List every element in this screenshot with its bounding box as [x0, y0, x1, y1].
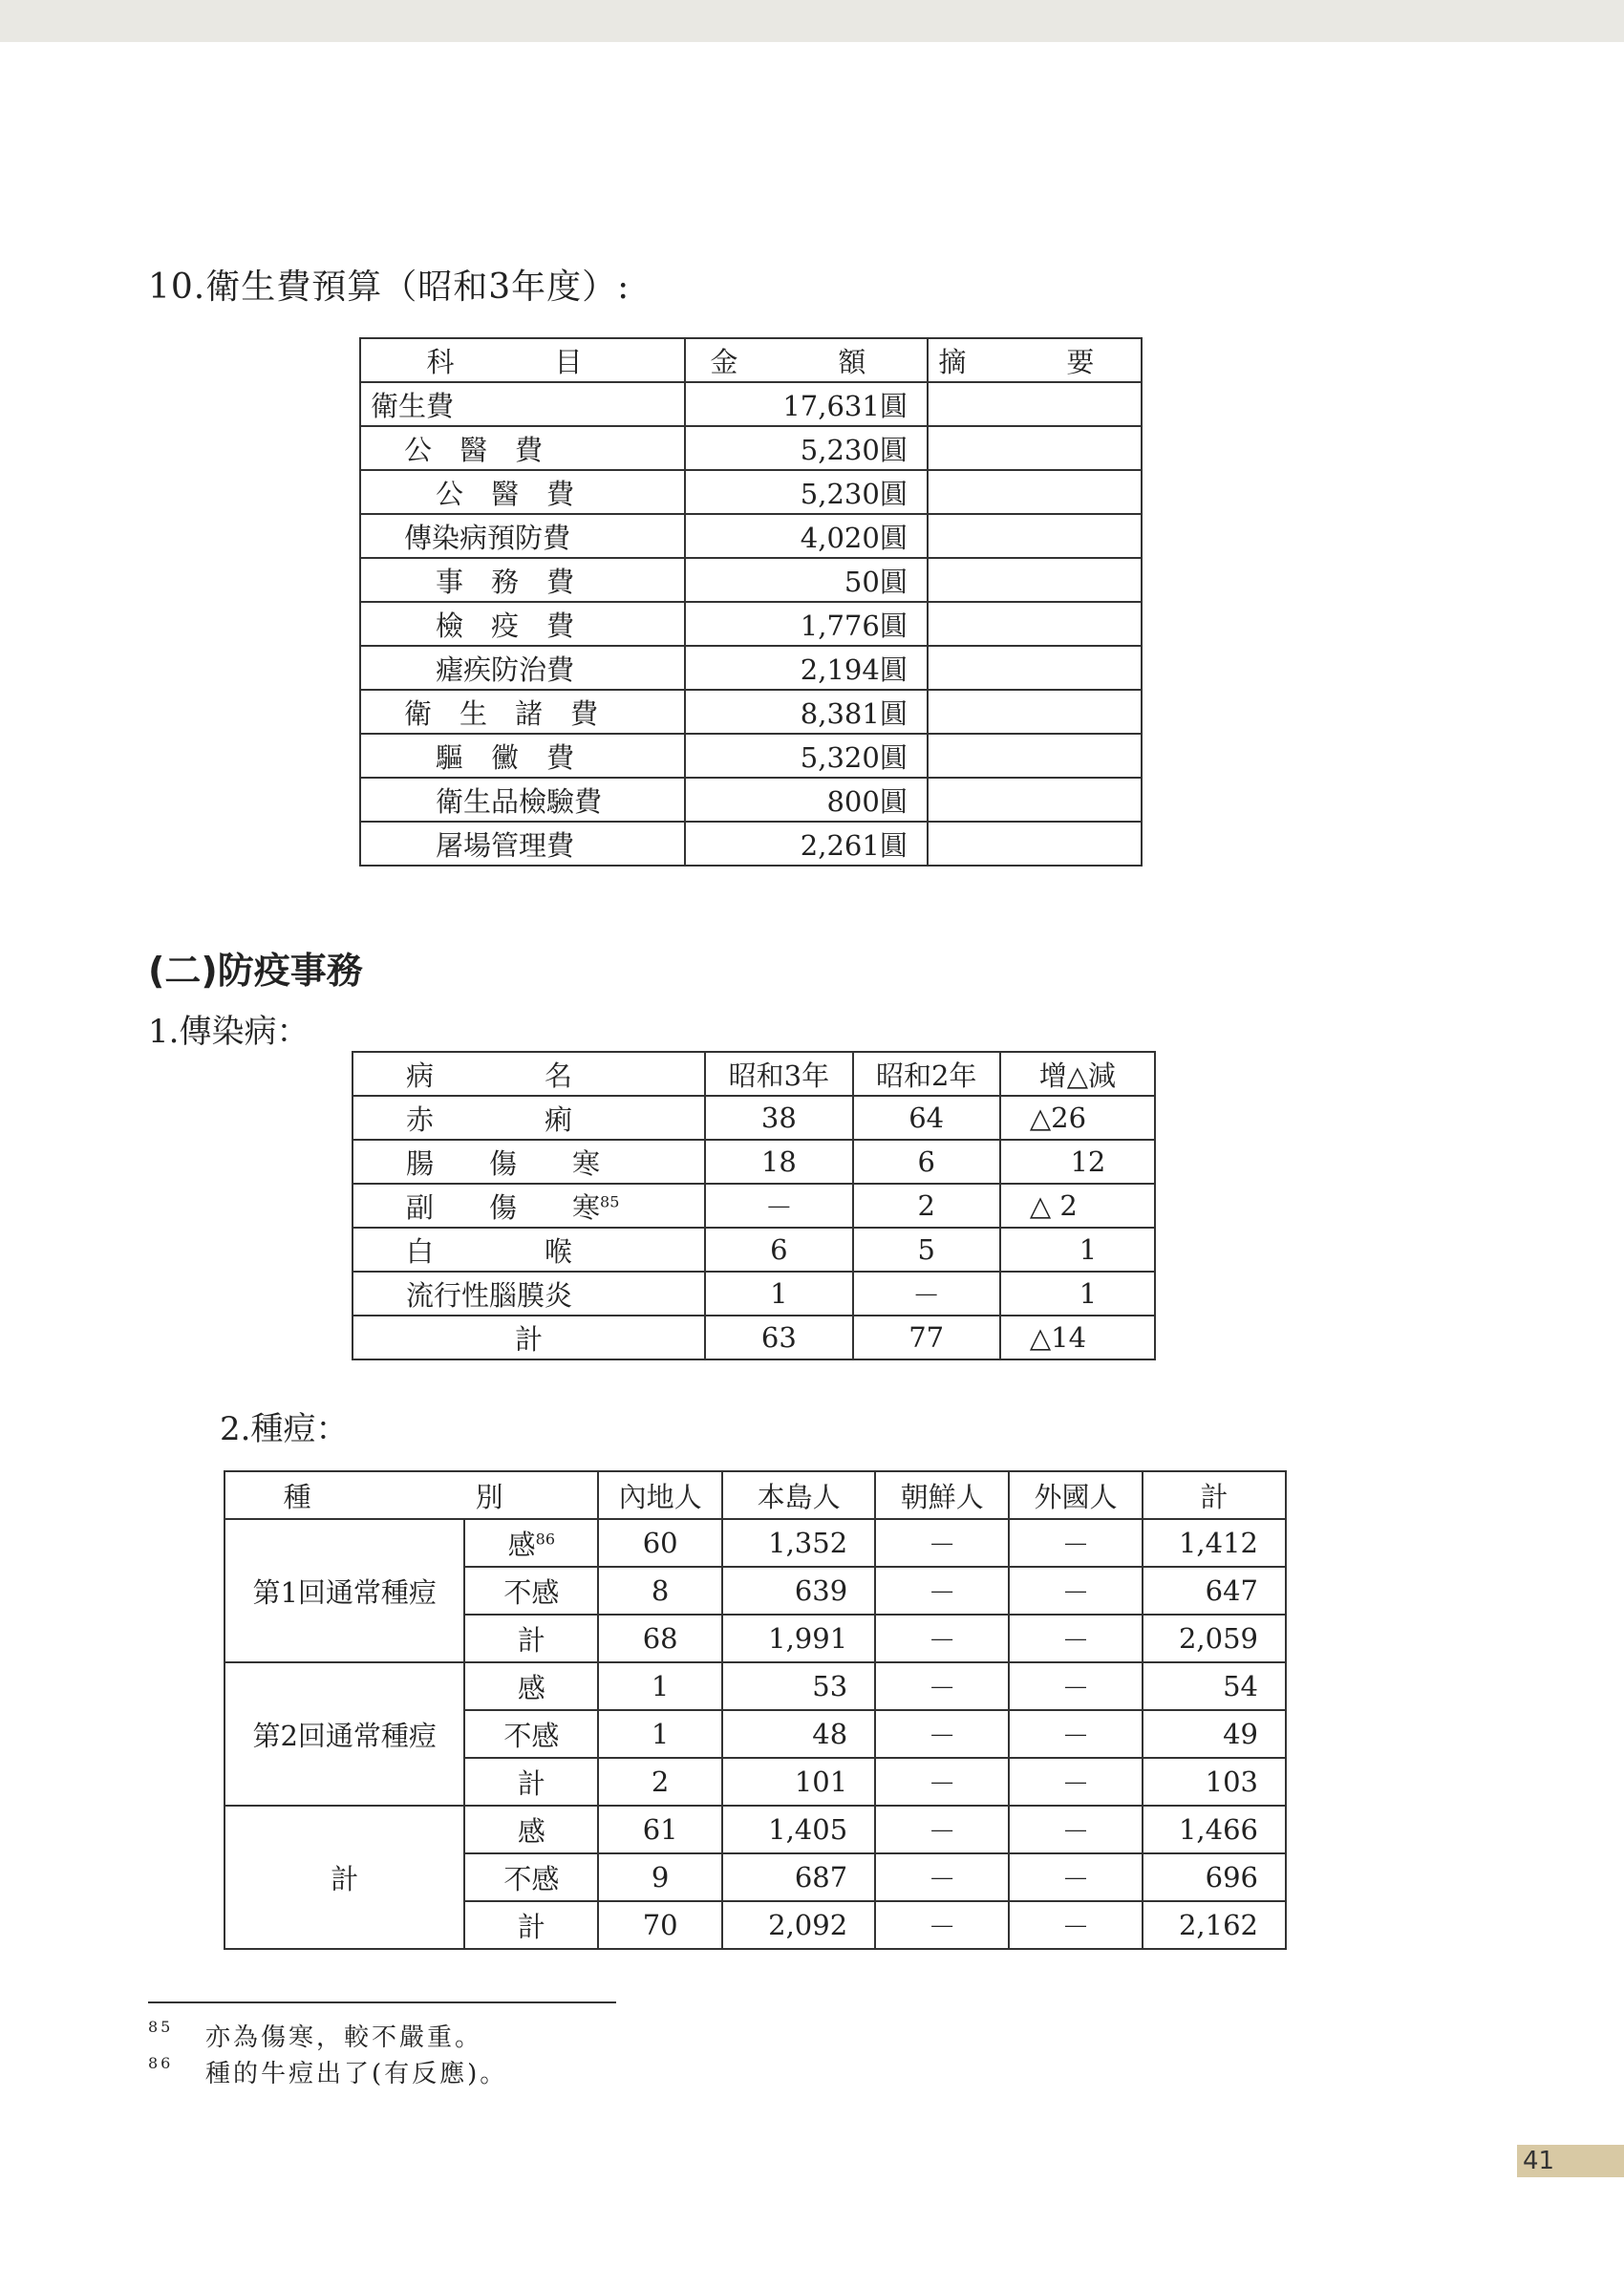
budget-amount: 1,776圓: [685, 602, 928, 646]
disease-y2: 64: [853, 1096, 1000, 1140]
budget-amount: 2,261圓: [685, 822, 928, 866]
vaccination-chosen: －: [875, 1662, 1009, 1710]
vaccination-type: 感: [464, 1662, 598, 1710]
vaccination-type: 不感: [464, 1853, 598, 1901]
footnote-text: 種的牛痘出了(有反應)。: [205, 2060, 508, 2088]
vaccination-gaikoku: －: [1009, 1758, 1143, 1806]
disease-y3: 1: [705, 1272, 852, 1316]
budget-item: 瘧疾防治費: [360, 646, 685, 690]
top-scan-band: [0, 0, 1624, 42]
budget-item: 檢 疫 費: [360, 602, 685, 646]
budget-amount: 50圓: [685, 558, 928, 602]
section-10-title: 10.衛生費預算（昭和3年度）:: [148, 268, 630, 307]
budget-item: 傳染病預防費: [360, 514, 685, 558]
disease-y3: 63: [705, 1316, 852, 1359]
disease-y3: 6: [705, 1228, 852, 1272]
budget-item: 衛生品檢驗費: [360, 778, 685, 822]
budget-amount: 5,320圓: [685, 734, 928, 778]
budget-amount: 4,020圓: [685, 514, 928, 558]
disease-diff: 1: [1000, 1228, 1155, 1272]
disease-diff: △ 2: [1000, 1184, 1155, 1228]
budget-note: [928, 602, 1142, 646]
disease-name-text: 腸 傷 寒: [406, 1146, 601, 1180]
budget-note: [928, 514, 1142, 558]
budget-header-amount: 金 額: [685, 338, 928, 382]
subsection-2-title: 2.種痘：: [220, 1410, 349, 1448]
vaccination-naichi: 8: [598, 1567, 722, 1615]
vaccination-hontou: 687: [722, 1853, 875, 1901]
table-row: [353, 1140, 1155, 1184]
vaccination-total: 2,162: [1143, 1901, 1286, 1949]
disease-name-text: 赤 痢: [406, 1102, 573, 1136]
budget-amount: 17,631圓: [685, 382, 928, 426]
disease-diff: △14: [1000, 1316, 1155, 1359]
vaccination-total: 1,466: [1143, 1806, 1286, 1853]
vaccination-gaikoku: －: [1009, 1806, 1143, 1853]
disease-y3: 18: [705, 1140, 852, 1184]
disease-name-text: 計: [515, 1322, 544, 1356]
disease-y2: 2: [853, 1184, 1000, 1228]
budget-amount: 5,230圓: [685, 470, 928, 514]
table-row: [360, 470, 1142, 514]
budget-item: 屠場管理費: [360, 822, 685, 866]
disease-name-text: 白 喉: [406, 1234, 573, 1268]
footnote-number: 85: [148, 2018, 174, 2036]
disease-header-name: 病 名: [353, 1052, 705, 1096]
budget-note: [928, 558, 1142, 602]
vaccination-naichi: 2: [598, 1758, 722, 1806]
budget-amount: 5,230圓: [685, 426, 928, 470]
vaccination-type: 計: [464, 1758, 598, 1806]
page-number: 41: [1517, 2145, 1624, 2177]
vaccination-hontou: 1,991: [722, 1615, 875, 1662]
disease-name: [353, 1140, 705, 1184]
budget-item: 事 務 費: [360, 558, 685, 602]
vaccination-chosen: －: [875, 1519, 1009, 1567]
disease-y2: －: [853, 1272, 1000, 1316]
vaccination-total: 54: [1143, 1662, 1286, 1710]
disease-name: [353, 1316, 705, 1359]
disease-name: [353, 1228, 705, 1272]
table-row: [360, 646, 1142, 690]
table-row: [353, 1228, 1155, 1272]
disease-diff: 12: [1000, 1140, 1155, 1184]
table-row: [360, 602, 1142, 646]
table-row: [360, 426, 1142, 470]
vaccination-chosen: －: [875, 1853, 1009, 1901]
budget-item: 驅 黴 費: [360, 734, 685, 778]
footnote-86: [148, 2054, 507, 2089]
budget-amount: 8,381圓: [685, 690, 928, 734]
vaccination-naichi: 61: [598, 1806, 722, 1853]
disease-y3: 38: [705, 1096, 852, 1140]
vaccination-type: 計: [464, 1901, 598, 1949]
budget-amount: 2,194圓: [685, 646, 928, 690]
vaccination-total: 1,412: [1143, 1519, 1286, 1567]
vaccination-table: [224, 1470, 1287, 1950]
budget-note: [928, 734, 1142, 778]
budget-note: [928, 382, 1142, 426]
budget-note: [928, 822, 1142, 866]
vaccination-gaikoku: －: [1009, 1615, 1143, 1662]
vaccination-total: 647: [1143, 1567, 1286, 1615]
section-2-title: (二)防疫事務: [148, 950, 363, 992]
vaccination-header-naichi: 內地人: [598, 1471, 722, 1519]
vaccination-chosen: －: [875, 1758, 1009, 1806]
budget-note: [928, 690, 1142, 734]
vaccination-hontou: 2,092: [722, 1901, 875, 1949]
disease-name: [353, 1184, 705, 1228]
vaccination-type: 計: [464, 1615, 598, 1662]
vaccination-type-text: 感: [507, 1528, 536, 1561]
vaccination-hontou: 1,405: [722, 1806, 875, 1853]
vaccination-gaikoku: －: [1009, 1662, 1143, 1710]
vaccination-header-type: 種 別: [224, 1471, 598, 1519]
footnote-number: 86: [148, 2054, 174, 2072]
table-row: [360, 690, 1142, 734]
vaccination-header-gaikoku: 外國人: [1009, 1471, 1143, 1519]
disease-diff: △26: [1000, 1096, 1155, 1140]
disease-y3: －: [705, 1184, 852, 1228]
table-row: [360, 558, 1142, 602]
vaccination-group-label: 第1回通常種痘: [224, 1519, 464, 1662]
table-row: [224, 1519, 1286, 1567]
vaccination-type: 不感: [464, 1710, 598, 1758]
disease-header-y2: 昭和2年: [853, 1052, 1000, 1096]
disease-y2: 6: [853, 1140, 1000, 1184]
vaccination-hontou: 1,352: [722, 1519, 875, 1567]
budget-note: [928, 646, 1142, 690]
disease-name-text: 流行性腦膜炎: [406, 1278, 573, 1312]
vaccination-hontou: 53: [722, 1662, 875, 1710]
budget-item: 衛 生 諸 費: [360, 690, 685, 734]
vaccination-group-label: 計: [224, 1806, 464, 1949]
budget-header-note: 摘 要: [928, 338, 1142, 382]
subsection-1-title: 1.傳染病：: [148, 1013, 310, 1051]
table-row: [360, 734, 1142, 778]
vaccination-chosen: －: [875, 1710, 1009, 1758]
budget-item: 公 醫 費: [360, 426, 685, 470]
vaccination-type: [464, 1519, 598, 1567]
disease-diff: 1: [1000, 1272, 1155, 1316]
table-row: [353, 1272, 1155, 1316]
vaccination-naichi: 9: [598, 1853, 722, 1901]
budget-item: 公 醫 費: [360, 470, 685, 514]
disease-table: [352, 1051, 1156, 1360]
footnote-divider: [148, 2001, 616, 2003]
vaccination-hontou: 639: [722, 1567, 875, 1615]
budget-header-item: 科 目: [360, 338, 685, 382]
table-row: [360, 382, 1142, 426]
budget-header-row: [360, 338, 1142, 382]
vaccination-total: 696: [1143, 1853, 1286, 1901]
table-row: [353, 1316, 1155, 1359]
budget-table: [359, 337, 1143, 867]
disease-y2: 77: [853, 1316, 1000, 1359]
vaccination-gaikoku: －: [1009, 1567, 1143, 1615]
disease-name: [353, 1272, 705, 1316]
table-row: [360, 778, 1142, 822]
vaccination-naichi: 1: [598, 1662, 722, 1710]
vaccination-naichi: 70: [598, 1901, 722, 1949]
disease-header-row: [353, 1052, 1155, 1096]
footnote-85: [148, 2018, 482, 2053]
budget-note: [928, 426, 1142, 470]
table-row: [353, 1096, 1155, 1140]
vaccination-total: 2,059: [1143, 1615, 1286, 1662]
vaccination-chosen: －: [875, 1567, 1009, 1615]
vaccination-gaikoku: －: [1009, 1853, 1143, 1901]
table-row: [353, 1184, 1155, 1228]
vaccination-header-row: [224, 1471, 1286, 1519]
footnote-ref-86: 86: [535, 1529, 556, 1548]
vaccination-hontou: 48: [722, 1710, 875, 1758]
vaccination-total: 49: [1143, 1710, 1286, 1758]
disease-header-y3: 昭和3年: [705, 1052, 852, 1096]
vaccination-type: 不感: [464, 1567, 598, 1615]
budget-note: [928, 470, 1142, 514]
budget-amount: 800圓: [685, 778, 928, 822]
footnote-text: 亦為傷寒，較不嚴重。: [205, 2023, 483, 2052]
table-row: [360, 514, 1142, 558]
budget-note: [928, 778, 1142, 822]
disease-name-text: 副 傷 寒: [406, 1190, 601, 1224]
vaccination-hontou: 101: [722, 1758, 875, 1806]
vaccination-chosen: －: [875, 1806, 1009, 1853]
vaccination-naichi: 68: [598, 1615, 722, 1662]
budget-item: 衛生費: [360, 382, 685, 426]
disease-name: [353, 1096, 705, 1140]
vaccination-gaikoku: －: [1009, 1519, 1143, 1567]
vaccination-total: 103: [1143, 1758, 1286, 1806]
table-row: [224, 1662, 1286, 1710]
vaccination-type: 感: [464, 1806, 598, 1853]
table-row: [360, 822, 1142, 866]
vaccination-naichi: 1: [598, 1710, 722, 1758]
vaccination-header-hontou: 本島人: [722, 1471, 875, 1519]
footnote-ref-85: 85: [600, 1191, 620, 1210]
disease-y2: 5: [853, 1228, 1000, 1272]
vaccination-naichi: 60: [598, 1519, 722, 1567]
vaccination-gaikoku: －: [1009, 1710, 1143, 1758]
table-row: [224, 1806, 1286, 1853]
disease-header-diff: 增△減: [1000, 1052, 1155, 1096]
vaccination-gaikoku: －: [1009, 1901, 1143, 1949]
vaccination-chosen: －: [875, 1615, 1009, 1662]
vaccination-header-chosen: 朝鮮人: [875, 1471, 1009, 1519]
vaccination-chosen: －: [875, 1901, 1009, 1949]
vaccination-header-total: 計: [1143, 1471, 1286, 1519]
vaccination-group-label: 第2回通常種痘: [224, 1662, 464, 1806]
